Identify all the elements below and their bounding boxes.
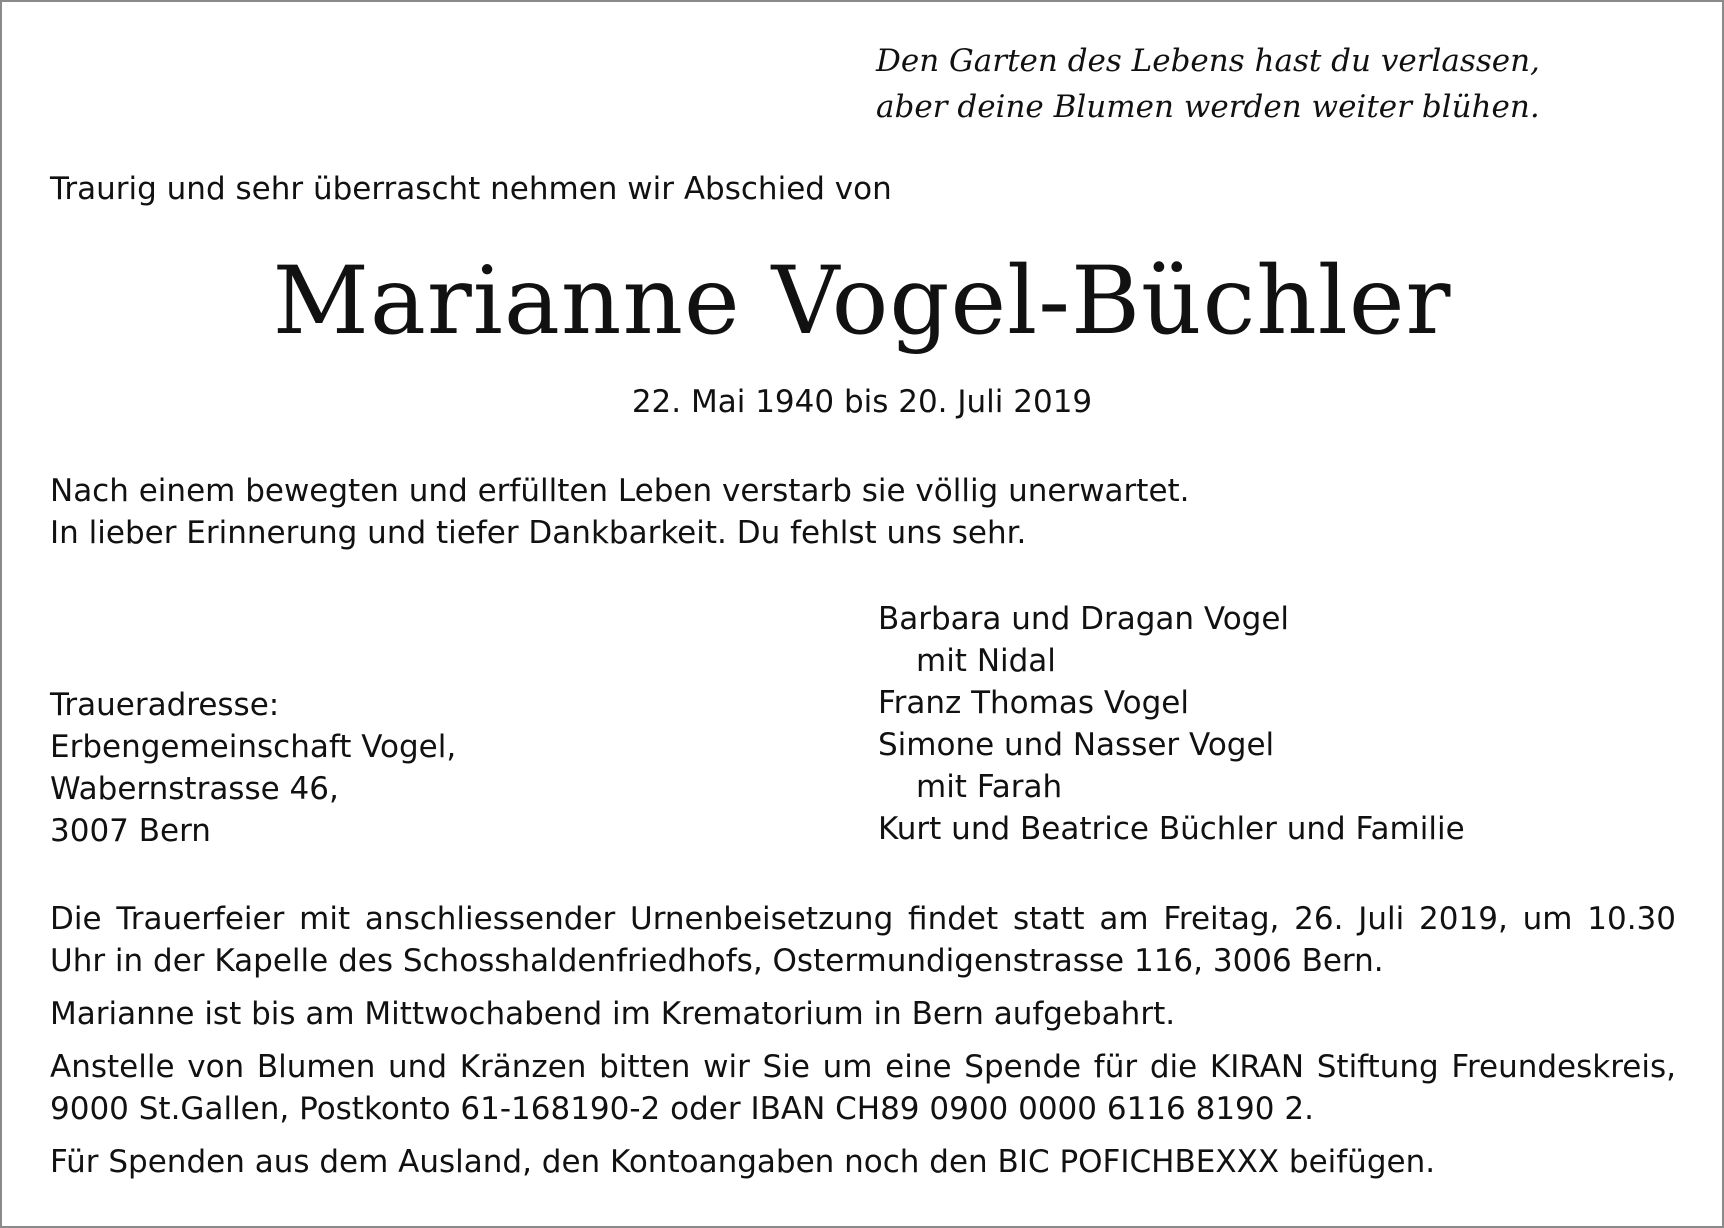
mourners-list [878, 598, 1465, 850]
address-line-2: Wabernstrasse 46, [50, 771, 339, 807]
tribute-line-2: In lieber Erinnerung und tiefer Dankbarkeit. Du fehlst uns sehr. [50, 515, 1027, 551]
mourner-entry: mit Nidal [916, 643, 1056, 679]
address-label: Traueradresse: [50, 687, 280, 723]
address-line-1: Erbengemeinschaft Vogel, [50, 729, 457, 765]
deceased-name: Marianne Vogel-Büchler [272, 247, 1452, 356]
tribute-text [50, 470, 1190, 554]
notices [50, 898, 1676, 1194]
life-dates: 22. Mai 1940 bis 20. Juli 2019 [631, 384, 1093, 420]
address-line-3: 3007 Bern [50, 813, 211, 849]
mourner-entry: Barbara und Dragan Vogel [878, 601, 1290, 637]
viewing-notice: Marianne ist bis am Mittwochabend im Krematorium in Bern aufgebahrt. [50, 996, 1176, 1032]
mourner-entry: Kurt und Beatrice Büchler und Familie [878, 811, 1465, 847]
mourner-entry: mit Farah [916, 769, 1063, 805]
intro-text: Traurig und sehr überrascht nehmen wir Abschied von [50, 171, 892, 207]
ceremony-notice: Die Trauerfeier mit anschliessender Urnenbeisetzung findet statt am Freitag, 26. Juli 2019, um 10.30 Uhr in der Kapelle des Schosshaldenfriedhofs, Ostermundigenstrasse 116, 3006 Bern. [50, 901, 1676, 979]
tribute-line-1: Nach einem bewegten und erfüllten Leben verstarb sie völlig unerwartet. [50, 473, 1190, 509]
abroad-donation-notice: Für Spenden aus dem Ausland, den Kontoangaben noch den BIC POFICHBEXXX beifügen. [50, 1144, 1436, 1180]
motto-quote [876, 38, 1540, 130]
mourner-entry: Franz Thomas Vogel [878, 685, 1189, 721]
donation-notice: Anstelle von Blumen und Kränzen bitten wir Sie um eine Spende für die KIRAN Stiftung Freundeskreis, 9000 St.Gallen, Postkonto 61-168190-2 oder IBAN CH89 0900 0000 6116 8190 2. [50, 1049, 1676, 1127]
mourner-entry: Simone und Nasser Vogel [878, 727, 1275, 763]
mourning-address [50, 684, 456, 852]
motto-line-2: aber deine Blumen werden weiter blühen. [876, 89, 1540, 125]
motto-line-1: Den Garten des Lebens hast du verlassen, [876, 43, 1540, 79]
